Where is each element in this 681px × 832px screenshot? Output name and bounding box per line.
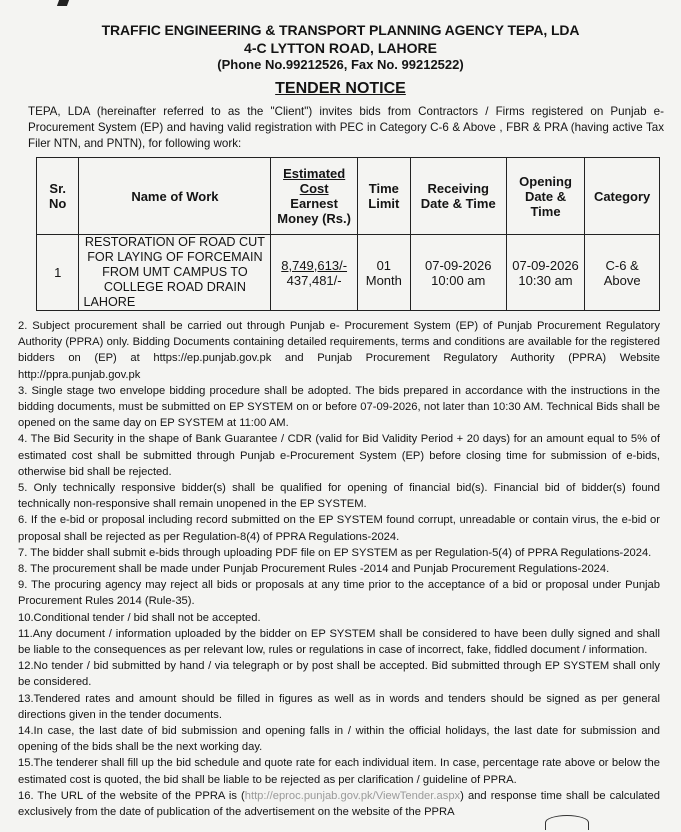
table-row xyxy=(37,235,660,311)
row-time-number: 01 xyxy=(376,257,392,273)
clause-2: 2. Subject procurement shall be carried out through Punjab e- Procurement System (EP) of Punjab Procurement Regulatory Authority (PPRA) only. Bidding Documents containing detailed requirements, terms and conditions are available for the registered bidders on (EP) at https://ep.punjab.gov.pk and Punjab Procurement Regulatory Authority (PPRA) Website http://ppra.punjab.gov.pk xyxy=(18,320,660,381)
row-time-limit xyxy=(357,235,410,311)
handwritten-mark xyxy=(545,815,589,830)
clause-16-end: ) and response time shall be calculated exclusively from the date of publication of the advertisement on the website of the PPRA xyxy=(18,789,660,819)
table-header-row xyxy=(37,158,660,235)
header-time-limit: Time Limit xyxy=(357,158,410,235)
conditions-list xyxy=(18,318,660,820)
row-opening-time: 10:30 am xyxy=(518,272,573,288)
row-cost xyxy=(271,235,358,311)
header-earnest-label: Earnest Money (Rs.) xyxy=(277,196,351,226)
clause-9: 9. The procuring agency may reject all bids or proposals at any time prior to the acceptance of a bid or proposal under Punjab Procurement Rules 2014 (Rule-35). xyxy=(18,579,660,608)
row-category xyxy=(585,235,660,311)
clause-4: 4. The Bid Security in the shape of Bank Guarantee / CDR (valid for Bid Validity Period + 20 days) for an amount equal to 5% of estimated cost shall be submitted through Punjab e-Procurement System (EP) before closing time for submission of e-bids, otherwise bid shall be rejected. xyxy=(18,433,660,478)
row-category-line2: Above xyxy=(603,272,641,288)
corner-mark xyxy=(57,0,69,6)
clause-15: 15.The tenderer shall fill up the bid schedule and quote rate for each individual item. In case, percentage rate above or below the estimated cost is quoted, the bid shall be liable to be rejected as per clarification / guideline of PPRA. xyxy=(18,757,660,786)
header-receiving: Receiving Date & Time xyxy=(410,158,506,235)
agency-address: 4-C LYTTON ROAD, LAHORE xyxy=(244,40,437,56)
row-time-unit: Month xyxy=(365,272,402,288)
row-name-of-work: RESTORATION OF ROAD CUT FOR LAYING OF FORCEMAIN FROM UMT CAMPUS TO COLLEGE ROAD DRAIN LAHORE xyxy=(79,235,271,311)
row-opening-date: 07-09-2026 xyxy=(512,257,579,273)
ppra-url-link[interactable]: http://eproc.punjab.gov.pk/ViewTender.aspx xyxy=(244,789,461,802)
header-estimated-cost xyxy=(271,158,358,235)
clause-3: 3. Single stage two envelope bidding procedure shall be adopted. The bids prepared in accordance with the instructions in the bidding documents, must be submitted on EP SYSTEM on or before 07-09-2026, not later than 10:30 AM. Technical Bids shall be opened on the same day on EP SYSTEM at 11:00 AM. xyxy=(18,384,660,430)
row-receiving-date: 07-09-2026 xyxy=(424,257,492,273)
row-estimated-cost: 8,749,613/- xyxy=(281,257,348,273)
clause-12: 12.No tender / bid submitted by hand / via telegraph or by post shall be accepted. Bid submitted through EP SYSTEM shall only be considered. xyxy=(18,660,660,689)
row-receiving-time: 10:00 am xyxy=(431,272,486,288)
clause-16-start: 16. The URL of the website of the PPRA is ( xyxy=(18,789,245,802)
header-name-of-work: Name of Work xyxy=(79,158,271,235)
clause-5: 5. Only technically responsive bidder(s) shall be qualified for opening of financial bid(s). Financial bid of bidder(s) found technically non-responsive shall remain unopened in the EP SYSTEM. xyxy=(18,482,660,511)
intro-paragraph: TEPA, LDA (hereinafter referred to as the "Client") invites bids from Contractors / Firms registered on Punjab e- Procurement System (EP) and having valid registration with PEC in Category C-6 & Above , FBR & PRA (having active Tax Filer NTN, and PNTN), for following work: xyxy=(28,105,664,150)
agency-phone: (Phone No.99212526, Fax No. 99212522) xyxy=(217,57,464,72)
row-earnest-money: 437,481/- xyxy=(286,272,342,288)
clause-10: 10.Conditional tender / bid shall not be accepted. xyxy=(18,611,261,624)
clause-7: 7. The bidder shall submit e-bids through uploading PDF file on EP SYSTEM as per Regulation-5(4) of PPRA Regulations-2024. xyxy=(18,546,652,559)
header-category: Category xyxy=(585,158,660,235)
clause-11: 11.Any document / information uploaded by the bidder on EP SYSTEM shall be considered to have been dully signed and shall be liable to the consequences as per relevant low, rules or regulations in case of incorrect, fake, fiddled document / information. xyxy=(18,627,660,657)
header-sr-no: Sr. No xyxy=(37,158,79,235)
clause-6: 6. If the e-bid or proposal including record submitted on the EP SYSTEM found corrupt, unreadable or contain virus, the e-bid or proposal shall be rejected as per Regulation-8(4) of PPRA Regulations-2024. xyxy=(18,514,660,543)
works-table xyxy=(36,157,660,311)
row-receiving xyxy=(410,235,506,311)
row-opening xyxy=(506,235,584,311)
row-sr: 1 xyxy=(37,235,79,311)
header-opening: Opening Date & Time xyxy=(506,158,584,235)
clause-14: 14.In case, the last date of bid submission and opening falls in / within the official holidays, the last date for submission and opening of the bids shall be the next working day. xyxy=(18,725,660,754)
notice-title: TENDER NOTICE xyxy=(275,80,406,97)
clause-13: 13.Tendered rates and amount should be filled in figures as well as in words and tenders should be signed as per general directions given in the tender documents. xyxy=(18,692,660,721)
agency-name: TRAFFIC ENGINEERING & TRANSPORT PLANNING AGENCY TEPA, LDA xyxy=(101,22,580,38)
clause-8: 8. The procurement shall be made under Punjab Procurement Rules -2014 and Punjab Procurement Regulations-2024. xyxy=(18,563,610,576)
header-cost-label: Estimated Cost xyxy=(283,166,346,196)
row-category-line1: C-6 & xyxy=(605,257,639,273)
